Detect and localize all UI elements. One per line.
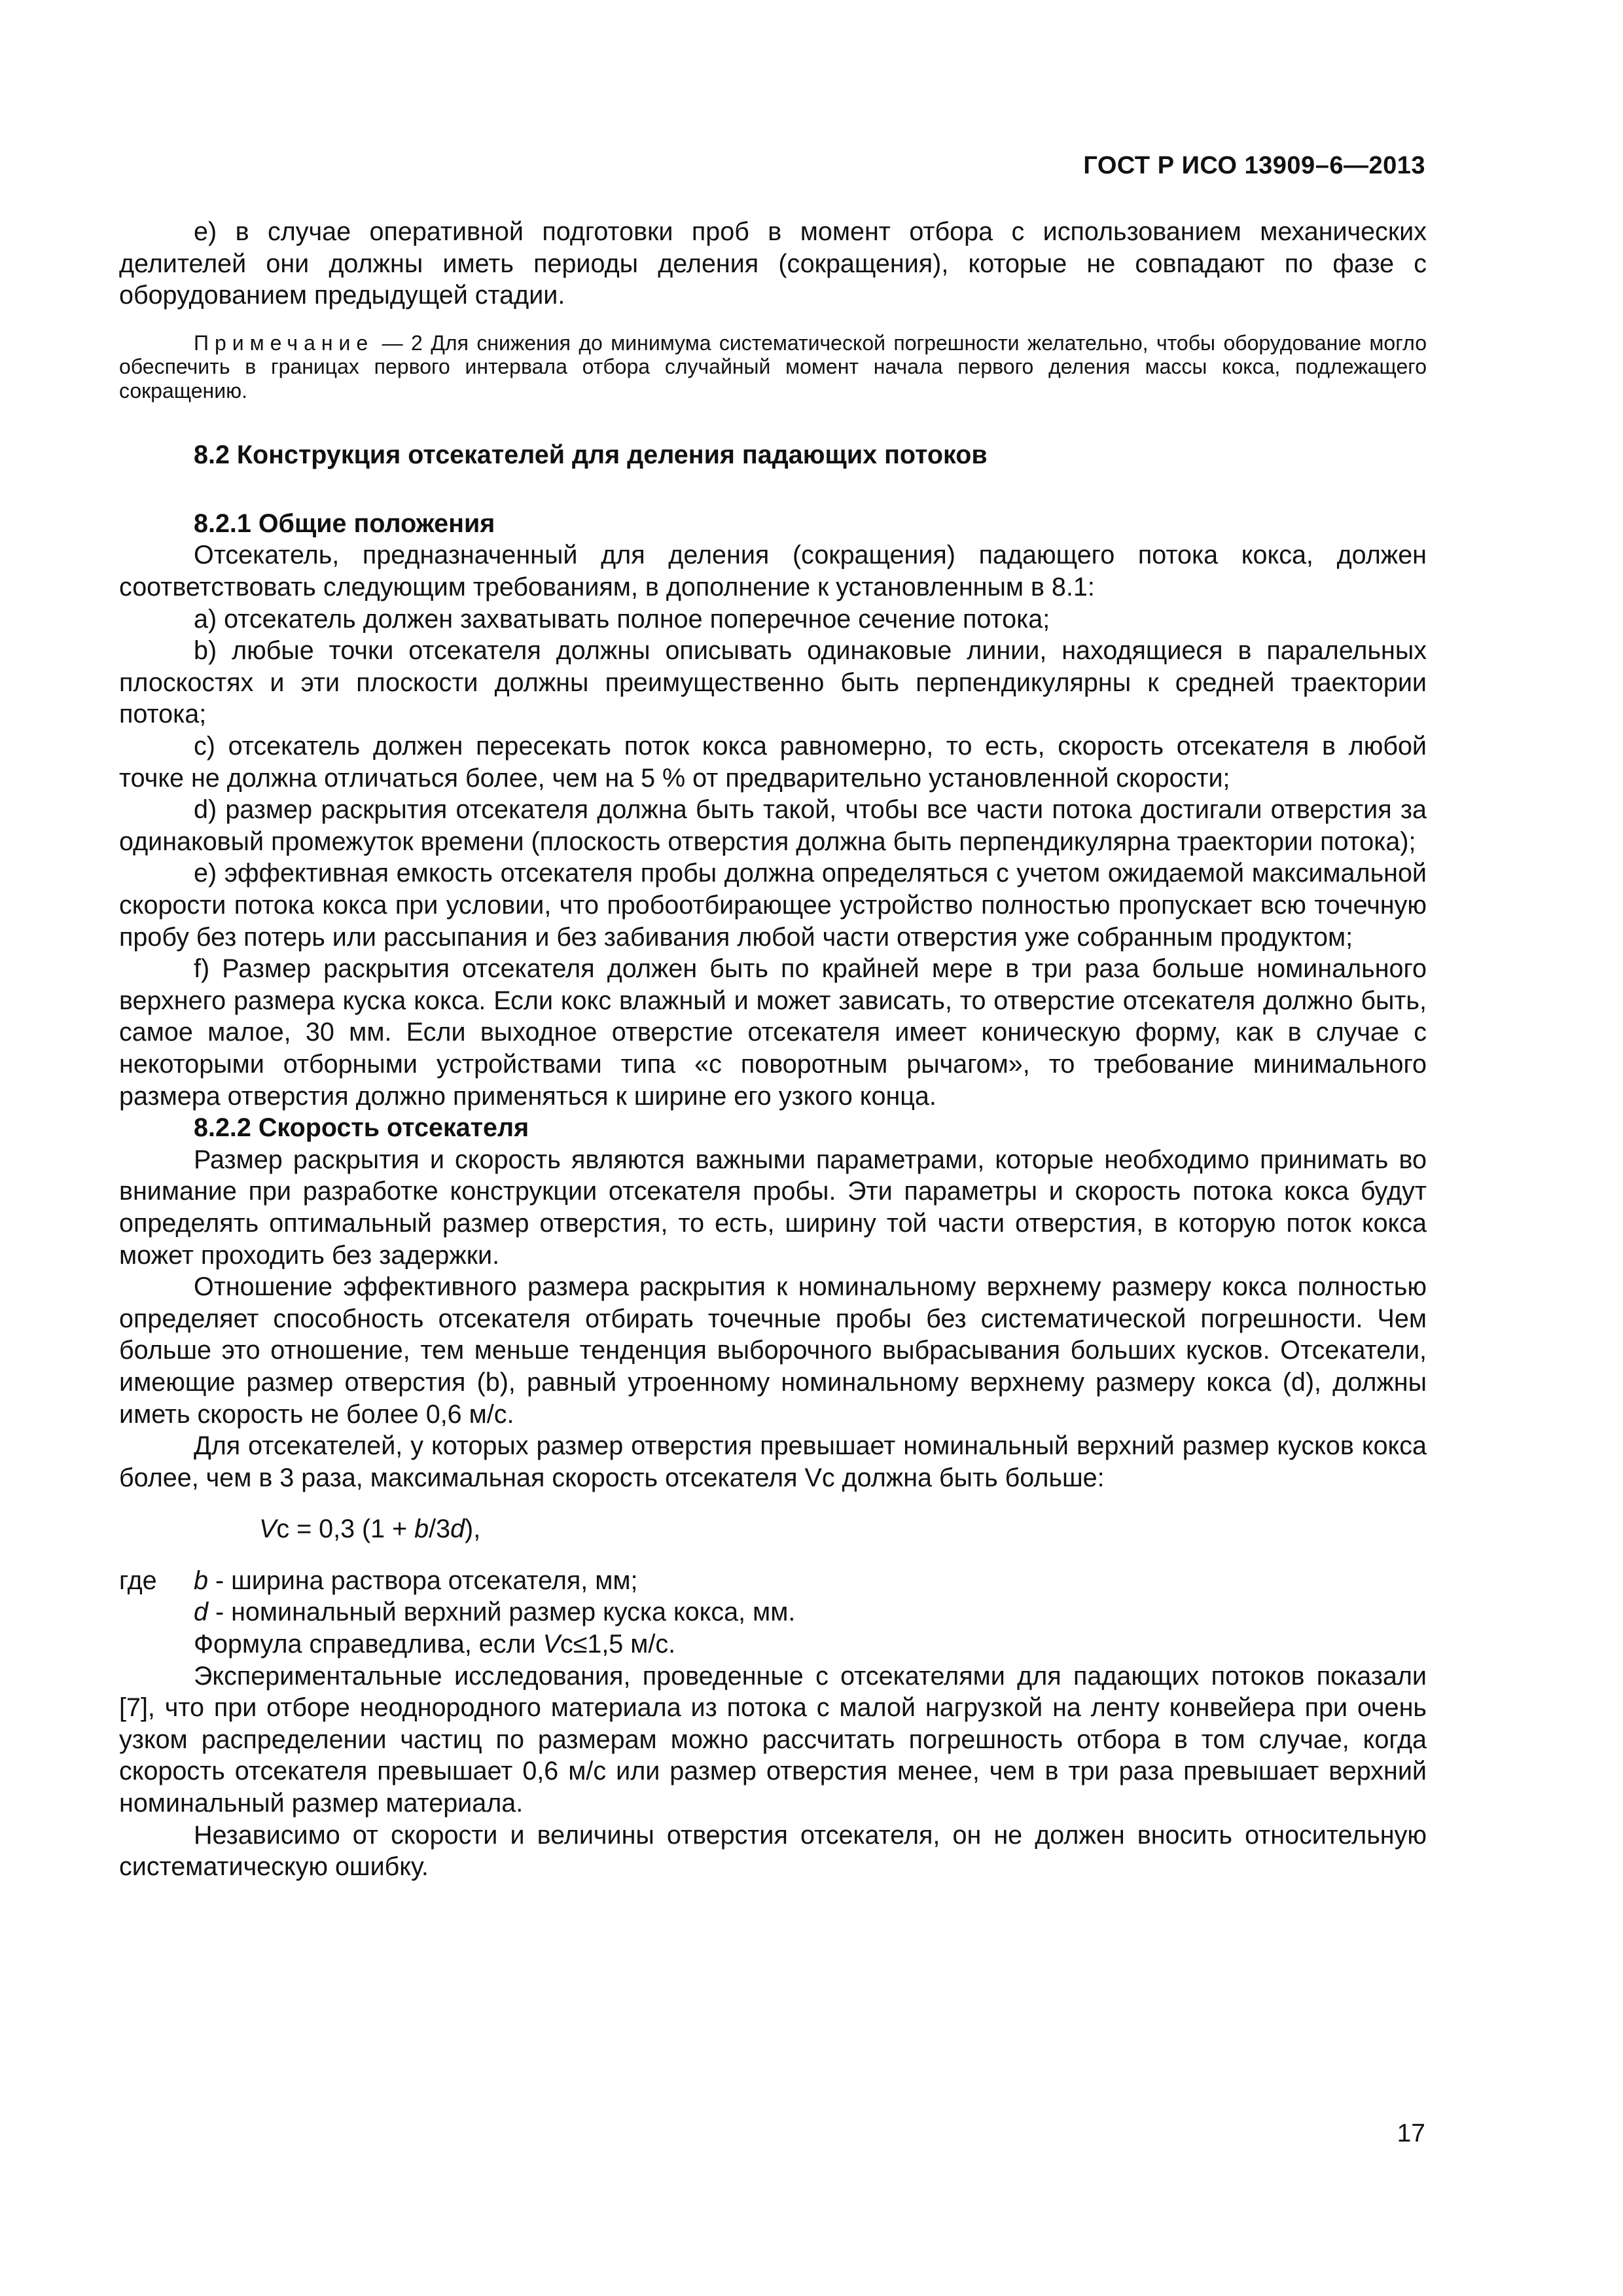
paragraph: Экспериментальные исследования, проведенные с отсекателями для падающих потоков показали [7], что при отборе неоднородного материала из потока с малой нагрузкой на ленту конвейера при очень узком распределении частиц по размерам можно рассчитать погрешность отбора в том случае, когда скорость отсекателя превышает 0,6 м/с или размер отверстия менее, чем в три раза превышает верхний номинальный размер материала. xyxy=(119,1661,1427,1818)
validity-pre: Формула справедлива, если xyxy=(194,1630,543,1659)
where-d xyxy=(119,1596,1427,1628)
where-d-text: - номинальный верхний размер куска кокса, мм. xyxy=(207,1598,796,1627)
requirement-item: е) эффективная емкость отсекателя пробы должна определяться с учетом ожидаемой максимальной скорости потока кокса при условии, что пробоотбирающее устройство полностью пропускает всю точечную пробу без потерь или рассыпания и без забивания любой части отверстия уже собранным продуктом; xyxy=(119,859,1427,952)
validity-v: V xyxy=(543,1630,560,1659)
cutter-speed-formula xyxy=(119,1513,1427,1545)
where-b-row xyxy=(119,1565,1427,1597)
requirement-item: а) отсекатель должен захватывать полное поперечное сечение потока; xyxy=(194,604,1050,634)
where-b-symbol: b xyxy=(194,1566,208,1595)
where-b-text: - ширина раствора отсекателя, мм; xyxy=(207,1566,638,1595)
note-label: Примечание xyxy=(194,331,374,355)
requirement-item: b) любые точки отсекателя должны описывать одинаковые линии, находящиеся в паралельных плоскостях и эти плоскости должны преимущественно быть перпендикулярны к средней траектории потока; xyxy=(119,636,1427,729)
requirement-item: d) размер раскрытия отсекателя должна быть такой, чтобы все части потока достигали отверстия за одинаковый промежуток времени (плоскость отверстия должна быть перпендикулярна траектории потока); xyxy=(119,795,1427,856)
note xyxy=(119,331,1427,403)
formula-validity xyxy=(119,1628,1427,1660)
page-number: 17 xyxy=(1397,2119,1425,2147)
requirement-item: f) Размер раскрытия отсекателя должен быть по крайней мере в три раза больше номинального верхнего размера куска кокса. Если кокс влажный и может зависать, то отверстие отсекателя должно быть, самое малое, 30 мм. Если выходное отверстие отсекателя имеет коническую форму, как в случае с некоторыми отборными устройствами типа «с поворотным рычагом», то требование минимального размера отверстия должно применяться к ширине его узкого конца. xyxy=(119,954,1427,1111)
where-b xyxy=(194,1565,638,1597)
validity-post: с≤1,5 м/с. xyxy=(560,1630,676,1659)
section-8-2-1-intro: Отсекатель, предназначенный для деления (сокращения) падающего потока кокса, должен соответствовать следующим требованиям, в дополнение к установленным в 8.1: xyxy=(119,541,1427,602)
note-text: — 2 Для снижения до минимума систематической погрешности желательно, чтобы оборудование могло обеспечить в границах первого интервала отбора случайный момент начала первого деления массы кокса, подлежащего сокращению. xyxy=(119,331,1427,403)
intro-item-e: е) в случае оперативной подготовки проб в момент отбора с использованием механических делителей они должны иметь периоды деления (сокращения), которые не совпадают по фазе с оборудованием предыдущей стадии. xyxy=(119,217,1427,310)
requirement-item: с) отсекатель должен пересекать поток кокса равномерно, то есть, скорость отсекателя в любой точке не должна отличаться более, чем на 5 % от предварительно установленной скорости; xyxy=(119,732,1427,793)
formula-tail: ), xyxy=(465,1515,481,1544)
document-header: ГОСТ Р ИСО 13909–6—2013 xyxy=(1083,152,1425,179)
formula-div3: /3 xyxy=(429,1515,451,1544)
formula-d: d xyxy=(450,1515,465,1544)
where-word: где xyxy=(119,1566,157,1595)
section-8-2-title: 8.2 Конструкция отсекателей для деления падающих потоков xyxy=(194,440,988,470)
formula-b: b xyxy=(414,1515,429,1544)
where-d-symbol: d xyxy=(194,1598,208,1627)
section-8-2-2-title: 8.2.2 Скорость отсекателя xyxy=(194,1113,529,1143)
paragraph: Размер раскрытия и скорость являются важными параметрами, которые необходимо принимать во внимание при разработке конструкции отсекателя пробы. Эти параметры и скорость потока кокса будут определять оптимальный размер отверстия, то есть, ширину той части отверстия, в которую поток кокса может проходить без задержки. xyxy=(119,1145,1427,1270)
paragraph: Независимо от скорости и величины отверстия отсекателя, он не должен вносить относительную систематическую ошибку. xyxy=(119,1820,1427,1882)
formula-c-eq: с = 0,3 (1 + xyxy=(276,1515,415,1544)
paragraph: Отношение эффективного размера раскрытия к номинальному верхнему размеру кокса полностью определяет способность отсекателя отбирать точечные пробы без систематической погрешности. Чем больше это отношение, тем меньше тенденция выборочного выбрасывания больших кусков. Отсекатели, имеющие размер отверстия (b), равный утроенному номинальному верхнему размеру кокса (d), должны иметь скорость не более 0,6 м/с. xyxy=(119,1272,1427,1429)
formula-v: V xyxy=(259,1515,277,1544)
paragraph: Для отсекателей, у которых размер отверстия превышает номинальный верхний размер кусков кокса более, чем в 3 раза, максимальная скорость отсекателя Vc должна быть больше: xyxy=(119,1431,1427,1492)
section-8-2-1-title: 8.2.1 Общие положения xyxy=(194,509,495,538)
document-body xyxy=(119,216,1427,1883)
